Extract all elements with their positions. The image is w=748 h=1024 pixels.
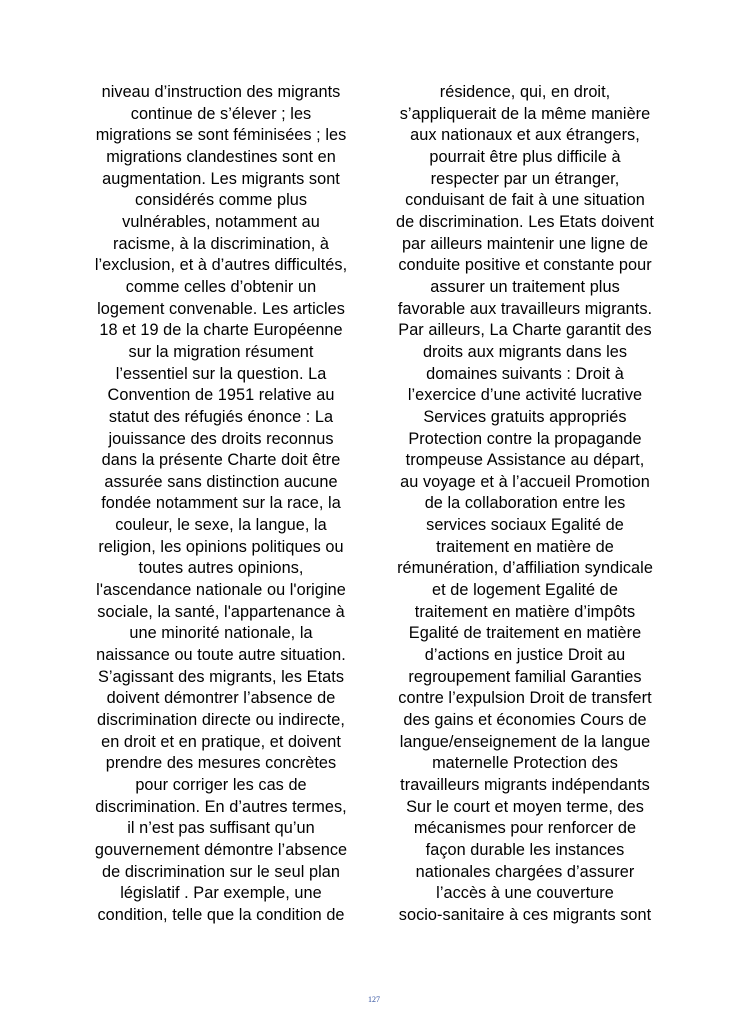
text-line: racisme, à la discrimination, à <box>113 234 329 253</box>
text-line: mécanismes pour renforcer de <box>413 819 637 838</box>
text-line: traitement en matière de <box>436 537 614 556</box>
text-line: trompeuse Assistance au départ, <box>405 451 645 470</box>
text-line: au voyage et à l’accueil Promotion <box>400 472 650 491</box>
text-line: socio-sanitaire à ces migrants sont <box>398 905 652 924</box>
text-line: l’exclusion, et à d’autres difficultés, <box>94 256 348 275</box>
text-line: favorable aux travailleurs migrants. <box>397 299 653 318</box>
text-line: droits aux migrants dans les <box>422 342 628 361</box>
text-line: condition, telle que la condition de <box>97 905 345 924</box>
text-line: pour corriger les cas de <box>135 776 307 794</box>
text-line: résidence, qui, en droit, <box>439 83 611 101</box>
text-line: langue/enseignement de la langue <box>399 732 651 751</box>
text-line: naissance ou toute autre situation. <box>96 646 346 665</box>
text-line: Convention de 1951 relative au <box>107 386 335 405</box>
text-line: de discrimination sur le seul plan <box>102 862 340 881</box>
text-line: regroupement familial Garanties <box>408 667 642 686</box>
text-line: s’appliquerait de la même manière <box>399 104 651 123</box>
text-line: pourrait être plus difficile à <box>429 147 621 166</box>
text-line: prendre des mesures concrètes <box>105 754 337 773</box>
text-line: toutes autres opinions, <box>138 559 304 578</box>
text-line: fondée notamment sur la race, la <box>101 494 341 513</box>
text-line: Egalité de traitement en matière <box>408 624 642 643</box>
text-line: maternelle Protection des <box>432 754 618 773</box>
text-line: vulnérables, notamment au <box>122 212 320 231</box>
text-line: travailleurs migrants indépendants <box>400 776 650 794</box>
text-line: doivent démontrer l’absence de <box>106 689 336 708</box>
page-number: 127 <box>368 995 380 1004</box>
text-line: domaines suivants : Droit à <box>426 364 624 383</box>
text-line: conduite positive et constante pour <box>398 256 652 275</box>
text-line: l’essentiel sur la question. La <box>115 364 327 383</box>
text-line: assurée sans distinction aucune <box>104 472 338 491</box>
text-line: gouvernement démontre l’absence <box>94 840 348 859</box>
text-line: respecter par un étranger, <box>430 169 620 188</box>
text-line: l’exercice d’une activité lucrative <box>407 386 643 405</box>
text-line: niveau d’instruction des migrants <box>101 83 341 101</box>
text-line: et de logement Egalité de <box>432 581 618 600</box>
right-text-column <box>380 82 670 927</box>
text-line: traitement en matière d’impôts <box>414 602 636 621</box>
text-line: Services gratuits appropriés <box>423 407 627 426</box>
text-line: assurer un traitement plus <box>430 277 620 296</box>
text-line: nationales chargées d’assurer <box>415 862 635 881</box>
text-line: couleur, le sexe, la langue, la <box>115 516 327 535</box>
text-line: continue de s’élever ; les <box>130 104 312 123</box>
text-line: jouissance des droits reconnus <box>108 429 334 448</box>
text-line: discrimination directe ou indirecte, <box>97 711 345 730</box>
text-line: rémunération, d’affiliation syndicale <box>397 559 653 578</box>
text-line: il n’est pas suffisant qu’un <box>127 819 315 838</box>
text-line: 18 et 19 de la charte Européenne <box>99 321 343 340</box>
text-line: sur la migration résument <box>128 342 314 361</box>
text-line: logement convenable. Les articles <box>97 299 345 318</box>
text-line: en droit et en pratique, et doivent <box>101 732 341 751</box>
text-line: migrations se sont féminisées ; les <box>95 126 347 145</box>
text-line: contre l’expulsion Droit de transfert <box>398 689 652 708</box>
text-line: sociale, la santé, l'appartenance à <box>97 602 345 621</box>
left-text-column <box>76 82 366 927</box>
text-line: de la collaboration entre les <box>424 494 626 513</box>
text-line: considérés comme plus <box>134 191 308 210</box>
text-line: S’agissant des migrants, les Etats <box>97 667 345 686</box>
text-line: augmentation. Les migrants sont <box>102 169 340 188</box>
text-line: une minorité nationale, la <box>129 624 313 643</box>
text-line: Par ailleurs, La Charte garantit des <box>398 321 652 340</box>
text-line: l’accès à une couverture <box>436 884 614 903</box>
text-line: aux nationaux et aux étrangers, <box>410 126 640 145</box>
text-line: d’actions en justice Droit au <box>424 646 626 665</box>
text-line: de discrimination. Les Etats doivent <box>396 212 654 231</box>
text-line: services sociaux Egalité de <box>426 516 624 535</box>
text-line: Sur le court et moyen terme, des <box>406 797 644 816</box>
text-line: migrations clandestines sont en <box>106 147 336 166</box>
text-line: conduisant de fait à une situation <box>405 191 645 210</box>
text-line: l'ascendance nationale ou l'origine <box>96 581 346 600</box>
text-line: législatif . Par exemple, une <box>120 884 322 903</box>
text-line: religion, les opinions politiques ou <box>98 537 344 556</box>
text-line: façon durable les instances <box>425 840 625 859</box>
text-line: Protection contre la propagande <box>408 429 642 448</box>
text-line: par ailleurs maintenir une ligne de <box>401 234 649 253</box>
text-line: discrimination. En d’autres termes, <box>95 797 347 816</box>
text-line: statut des réfugiés énonce : La <box>108 407 334 426</box>
text-line: dans la présente Charte doit être <box>101 451 341 470</box>
text-line: des gains et économies Cours de <box>403 711 647 730</box>
text-line: comme celles d’obtenir un <box>125 277 317 296</box>
